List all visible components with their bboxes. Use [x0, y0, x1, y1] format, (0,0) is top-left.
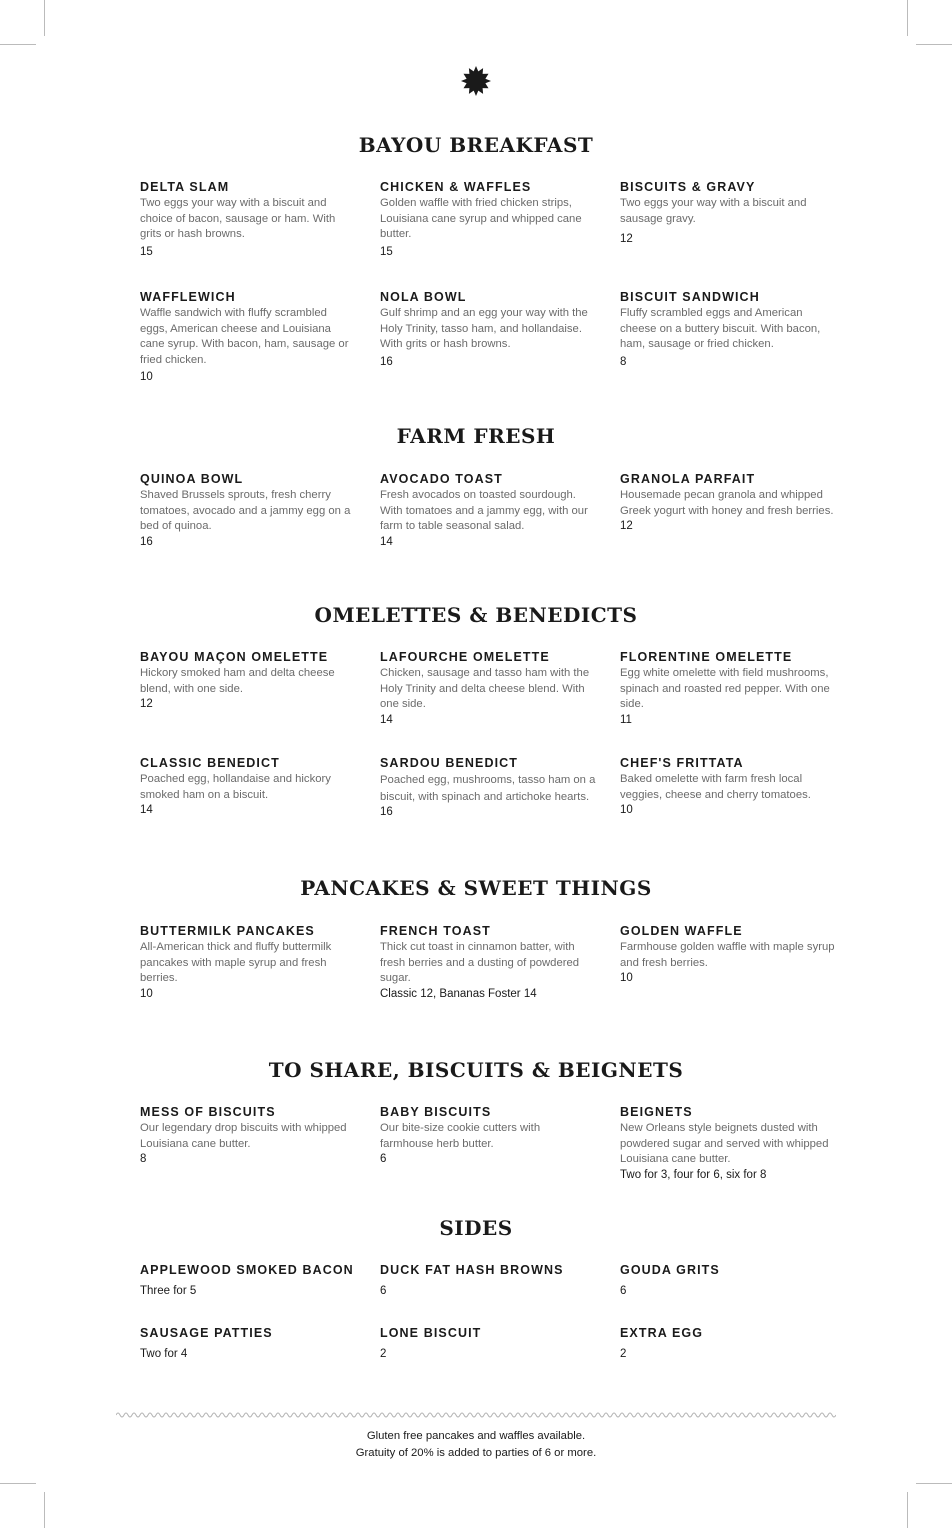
item-description: Golden waffle with fried chicken strips, Louisiana cane syrup and whipped cane butter. — [380, 197, 582, 240]
item-price: 16 — [380, 355, 393, 368]
item-name: NOLA BOWL — [380, 290, 467, 304]
menu-item — [620, 1262, 836, 1299]
item-description: Poached egg, hollandaise and hickory smoked ham on a biscuit. — [140, 773, 331, 801]
item-name: FLORENTINE OMELETTE — [620, 650, 793, 664]
item-description: All-American thick and fluffy buttermilk pancakes with maple syrup and fresh berries. — [140, 941, 332, 984]
section-title-sides: SIDES — [439, 1216, 513, 1240]
item-name: EXTRA EGG — [620, 1326, 704, 1340]
item-price: 16 — [380, 806, 393, 818]
section-title-pancakes-sweet-things: PANCAKES & SWEET THINGS — [300, 876, 652, 900]
item-description: Gulf shrimp and an egg your way with the Holy Trinity, tasso ham, and hollandaise. With grits or hash browns. — [380, 307, 588, 350]
menu-item — [380, 1262, 610, 1299]
item-name: DUCK FAT HASH BROWNS — [380, 1263, 564, 1277]
item-price: 15 — [140, 245, 153, 258]
item-price: 2 — [380, 1348, 387, 1360]
crop-mark — [44, 0, 45, 36]
item-name: BISCUITS & GRAVY — [620, 180, 756, 194]
item-description: Two eggs your way with a biscuit and sausage gravy. — [620, 197, 807, 225]
item-price: 6 — [380, 1285, 387, 1297]
item-price: 14 — [380, 713, 393, 726]
menu-item — [140, 179, 356, 260]
item-price: 2 — [620, 1348, 627, 1360]
menu-item — [380, 1325, 596, 1362]
menu-item — [380, 1104, 596, 1167]
footer-notes — [0, 1428, 952, 1462]
menu-item — [620, 649, 836, 728]
crop-mark — [0, 44, 36, 45]
crop-mark — [916, 1483, 952, 1484]
item-name: BISCUIT SANDWICH — [620, 290, 760, 304]
menu-item — [140, 1325, 356, 1362]
item-description: Chicken, sausage and tasso ham with the Holy Trinity and delta cheese blend. With one side. — [380, 667, 590, 710]
item-price: 15 — [380, 245, 393, 258]
menu-item — [140, 923, 356, 1002]
item-price: 14 — [140, 804, 153, 816]
item-description: Baked omelette with farm fresh local veggies, cheese and cherry tomatoes. — [620, 773, 811, 801]
item-description: Our legendary drop biscuits with whipped Louisiana cane butter. — [140, 1122, 347, 1150]
item-price: 6 — [620, 1285, 627, 1297]
menu-item — [620, 471, 836, 534]
item-name: BABY BISCUITS — [380, 1105, 492, 1119]
item-name: CLASSIC BENEDICT — [140, 756, 280, 770]
item-price: Classic 12, Bananas Foster 14 — [380, 987, 537, 1000]
menu-item — [620, 755, 836, 818]
menu-item — [140, 471, 356, 550]
item-name: FRENCH TOAST — [380, 924, 491, 938]
item-price: Two for 4 — [140, 1348, 188, 1360]
footer-note-gratuity: Gratuity of 20% is added to parties of 6 or more. — [355, 1447, 597, 1459]
item-description: Shaved Brussels sprouts, fresh cherry tomatoes, avocado and a jammy egg on a bed of quinoa. — [140, 489, 351, 532]
crop-mark — [907, 0, 908, 36]
item-price: 6 — [380, 1153, 387, 1165]
item-price: 8 — [620, 355, 627, 368]
item-description: Poached egg, mushrooms, tasso ham on a biscuit, with spinach and artichoke hearts. — [380, 774, 596, 803]
item-price: 12 — [140, 698, 153, 710]
item-price: Two for 3, four for 6, six for 8 — [620, 1168, 767, 1181]
menu-item — [380, 179, 596, 260]
crop-mark — [0, 1483, 36, 1484]
item-price: 10 — [620, 804, 633, 816]
item-name: BAYOU MAÇON OMELETTE — [140, 650, 329, 664]
item-price: 10 — [140, 371, 153, 383]
item-description: New Orleans style beignets dusted with powdered sugar and served with whipped Louisiana cane butter. — [620, 1122, 829, 1165]
item-price: 12 — [620, 520, 633, 532]
item-name: LONE BISCUIT — [380, 1326, 482, 1340]
item-name: WAFFLEWICH — [140, 290, 236, 304]
item-description: Thick cut toast in cinnamon batter, with fresh berries and a dusting of powdered sugar. — [380, 941, 580, 984]
item-name: AVOCADO TOAST — [380, 472, 503, 486]
item-name: GOUDA GRITS — [620, 1263, 720, 1277]
footer-note-gluten-free: Gluten free pancakes and waffles available. — [366, 1430, 586, 1442]
menu-item — [620, 923, 836, 986]
item-name: DELTA SLAM — [140, 180, 230, 194]
item-description: Fluffy scrambled eggs and American cheese on a buttery biscuit. With bacon, ham, sausage or fried chicken. — [620, 307, 821, 350]
menu-item — [380, 923, 596, 1002]
item-name: MESS OF BISCUITS — [140, 1105, 276, 1119]
menu-item — [140, 649, 356, 712]
item-description: Farmhouse golden waffle with maple syrup and fresh berries. — [620, 941, 835, 969]
crop-mark — [907, 1492, 908, 1528]
menu-item — [620, 179, 836, 247]
item-description: Our bite-size cookie cutters with farmhouse herb butter. — [380, 1122, 541, 1150]
item-description: Fresh avocados on toasted sourdough. With tomatoes and a jammy egg, with our farm to table seasonal salad. — [380, 489, 588, 532]
menu-item — [380, 755, 596, 820]
item-name: BUTTERMILK PANCAKES — [140, 924, 315, 938]
item-name: GOLDEN WAFFLE — [620, 924, 743, 938]
item-name: SARDOU BENEDICT — [380, 756, 519, 770]
menu-item — [620, 289, 836, 370]
item-name: LAFOURCHE OMELETTE — [380, 650, 550, 664]
menu-item — [620, 1325, 836, 1362]
item-name: SAUSAGE PATTIES — [140, 1326, 273, 1340]
section-title-farm-fresh: FARM FRESH — [396, 424, 556, 448]
menu-item — [380, 471, 596, 550]
item-price: Three for 5 — [140, 1285, 197, 1297]
crop-mark — [44, 1492, 45, 1528]
menu-item — [140, 1104, 356, 1167]
item-price: 10 — [140, 987, 153, 1000]
item-name: CHEF'S FRITTATA — [620, 756, 744, 770]
item-name: CHICKEN & WAFFLES — [380, 180, 532, 194]
menu-item — [620, 1104, 840, 1183]
menu-item — [380, 289, 596, 370]
item-price: 16 — [140, 535, 153, 548]
menu-item — [140, 1262, 370, 1299]
section-title-bayou-breakfast: BAYOU BREAKFAST — [358, 133, 594, 157]
item-price: 11 — [620, 713, 632, 726]
item-price: 12 — [620, 233, 633, 245]
item-price: 10 — [620, 972, 633, 984]
item-name: GRANOLA PARFAIT — [620, 472, 756, 486]
section-title-omelettes-benedicts: OMELETTES & BENEDICTS — [314, 603, 638, 627]
item-price: 14 — [380, 535, 393, 548]
item-description: Housemade pecan granola and whipped Greek yogurt with honey and fresh berries. — [620, 489, 834, 517]
item-name: APPLEWOOD SMOKED BACON — [140, 1263, 354, 1277]
wavy-line-divider — [116, 1410, 836, 1420]
crop-mark — [916, 44, 952, 45]
item-description: Waffle sandwich with fluffy scrambled eggs, American cheese and Louisiana cane syrup. With bacon, ham, sausage or fried chicken. — [140, 307, 349, 366]
menu-item — [140, 289, 356, 385]
item-description: Egg white omelette with field mushrooms, spinach and roasted red pepper. With one side. — [620, 667, 830, 710]
menu-item — [140, 755, 356, 818]
item-name: BEIGNETS — [620, 1105, 693, 1119]
menu-item — [380, 649, 596, 728]
item-description: Hickory smoked ham and delta cheese blend, with one side. — [140, 667, 335, 695]
item-description: Two eggs your way with a biscuit and choice of bacon, sausage or ham. With grits or hash browns. — [140, 197, 336, 240]
section-title-to-share-biscuits-beignets: TO SHARE, BISCUITS & BEIGNETS — [268, 1058, 684, 1082]
item-name: QUINOA BOWL — [140, 472, 244, 486]
starburst-logo-icon — [461, 66, 491, 96]
item-price: 8 — [140, 1153, 147, 1165]
